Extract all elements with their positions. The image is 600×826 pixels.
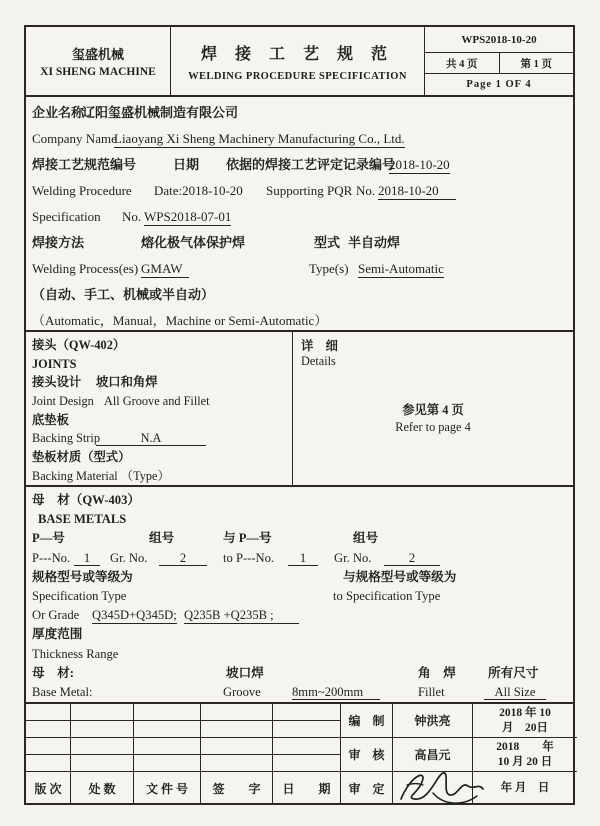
revision-empty-row	[26, 738, 341, 755]
revision-col-label: 版 次	[26, 772, 71, 805]
date-label-cn: 日期	[173, 157, 200, 172]
document-title-block	[171, 27, 425, 95]
backing-label-en: Backing Strip	[32, 431, 100, 446]
company-value-cn: 辽阳玺盛机械制造有限公司	[82, 105, 239, 120]
page-indicator-en: Page 1 OF 4	[466, 79, 532, 90]
company-label-en: Company Name	[32, 131, 117, 146]
prepared-date-line2: 月 20日	[502, 721, 548, 734]
wps-document-page	[24, 25, 575, 805]
to-p-no-label-en: to P---No.	[223, 550, 275, 565]
spec-grade-line-cn	[26, 568, 573, 587]
mode-note-line-en	[26, 308, 573, 334]
empty-cell	[273, 738, 341, 754]
backing-strip-line-en	[26, 429, 292, 448]
base-title-line-en	[26, 510, 573, 529]
joint-design-label-cn: 接头设计	[32, 375, 82, 390]
joints-title-cn-line	[26, 336, 292, 355]
approved-by-signature-cell	[393, 772, 473, 805]
reviewed-date-line2: 10 月 20 日	[497, 755, 553, 768]
process-line-cn	[26, 230, 573, 256]
thickness-label-cn: 厚度范围	[32, 627, 83, 642]
gr-no-label-en: Gr. No.	[110, 550, 148, 565]
spec-label-en: Specification	[32, 209, 101, 224]
joints-fields	[26, 332, 293, 485]
revision-empty-row	[26, 721, 341, 738]
base-title-cn: 母 材（QW-403）	[32, 493, 140, 507]
revision-header-row	[26, 772, 341, 805]
base-title-line-cn	[26, 491, 573, 510]
empty-cell	[201, 755, 273, 771]
general-info-section	[26, 97, 573, 332]
approved-date-line1: 年 月 日	[500, 782, 550, 795]
empty-cell	[201, 704, 273, 720]
prepared-date-line1: 2018 年 10	[499, 707, 551, 720]
approved-by-row	[341, 772, 577, 805]
spec-grade-line-en	[26, 587, 573, 606]
base-title-en: BASE METALS	[38, 512, 127, 527]
backing-strip-line-cn	[26, 411, 292, 430]
document-title-en: WELDING PROCEDURE SPECIFICATION	[188, 70, 407, 82]
empty-cell	[71, 721, 134, 737]
wps-number-line-en	[26, 178, 573, 204]
spec-number-line	[26, 204, 573, 230]
groove-label-cn: 坡口焊	[226, 665, 264, 680]
company-label-cn: 企业名称	[32, 105, 85, 120]
process-line-en	[26, 256, 573, 282]
p-number-line-cn	[26, 529, 573, 548]
spec-no-value: WPS2018-07-01	[144, 209, 232, 224]
spec-label-cn: 规格型号或等级为	[32, 569, 133, 584]
prepared-by-row	[341, 704, 577, 738]
backing-material-line-en	[26, 467, 292, 486]
empty-cell	[134, 704, 201, 720]
page-number: 第 1 页	[520, 58, 552, 70]
file-no-col-label: 文 件 号	[134, 772, 201, 805]
p-no-value: 1	[74, 550, 100, 567]
empty-cell	[201, 738, 273, 754]
empty-cell	[134, 721, 201, 737]
backing-value: N.A	[96, 430, 206, 446]
page-count-row	[425, 53, 573, 74]
p-no-label-cn: P—号	[32, 531, 65, 546]
refer-page-cn: 参见第 4 页	[402, 403, 464, 417]
joints-details-cell	[293, 332, 573, 485]
base-metal-label-cn: 母 材:	[32, 665, 74, 680]
reviewed-date-line1: 2018 年	[496, 741, 554, 754]
type-value-cn: 半自动焊	[348, 235, 401, 250]
procedure-label-en: Welding Procedure	[32, 183, 132, 198]
groove-label-en: Groove	[223, 684, 261, 699]
base-metal-line-cn	[26, 664, 573, 683]
reviewed-by-label: 审 核	[341, 738, 393, 771]
thickness-label-en: Thickness Range	[32, 646, 119, 661]
empty-cell	[26, 738, 71, 754]
grade-values-line	[26, 606, 573, 625]
all-size-label-cn: 所有尺寸	[488, 665, 539, 680]
mode-note-cn: （自动、手工、机械或半自动）	[32, 287, 215, 302]
base-metals-section	[26, 487, 573, 704]
empty-cell	[26, 721, 71, 737]
approved-by-label: 审 定	[341, 772, 393, 805]
empty-cell	[134, 738, 201, 754]
spec-type-en: Specification Type	[32, 588, 127, 603]
revision-empty-row	[26, 755, 341, 772]
thickness-line-cn	[26, 625, 573, 644]
reviewed-by-name: 高昌元	[393, 738, 473, 771]
company-line-cn	[26, 100, 573, 126]
process-label-en: Welding Process(es)	[32, 261, 139, 276]
grade-value-2: Q235B +Q235B ;	[184, 607, 299, 624]
joints-title-en: JOINTS	[32, 356, 77, 371]
base-metal-line-en	[26, 683, 573, 702]
fillet-label-en: Fillet	[418, 684, 445, 699]
grade-label: Or Grade	[32, 608, 80, 623]
prepared-by-name: 钟洪亮	[393, 704, 473, 737]
to-p-no-label-cn: 与 P—号	[223, 531, 272, 546]
empty-cell	[273, 704, 341, 720]
joint-design-line-cn	[26, 373, 292, 392]
to-spec-type-en: to Specification Type	[333, 588, 441, 603]
pqr-date-cn: 2018-10-20	[389, 157, 450, 172]
prepared-by-label: 编 制	[341, 704, 393, 737]
type-label-cn: 型式	[314, 235, 341, 250]
process-value-cn: 熔化极气体保护焊	[141, 235, 246, 250]
groove-range-value: 8mm~200mm	[292, 684, 380, 701]
grade-value-1: Q345D+Q345D;	[92, 608, 177, 623]
empty-cell	[273, 755, 341, 771]
signature-col-label: 签 字	[201, 772, 273, 805]
wps-no-label-cn: 焊接工艺规范编号	[32, 157, 137, 172]
revision-block	[26, 704, 341, 805]
pqr-no-label: No.	[356, 183, 376, 198]
company-name-cn: 玺盛机械	[71, 47, 124, 62]
joints-section	[26, 332, 573, 487]
mode-note-line-cn	[26, 282, 573, 308]
thickness-line-en	[26, 645, 573, 664]
approval-table	[26, 704, 573, 805]
gr-no-label-cn: 组号	[149, 531, 175, 546]
company-line-en	[26, 126, 573, 152]
empty-cell	[273, 721, 341, 737]
page-info-block	[425, 27, 573, 95]
process-label-cn: 焊接方法	[32, 235, 85, 250]
joint-design-value-cn: 坡口和角焊	[96, 375, 158, 390]
empty-cell	[26, 704, 71, 720]
backing-mat-cn: 垫板材质（型式）	[32, 450, 131, 465]
empty-cell	[134, 755, 201, 771]
joint-design-label-en: Joint Design	[32, 394, 94, 409]
backing-mat-en: Backing Material （Type）	[32, 468, 170, 483]
handwritten-signature-icon	[387, 763, 487, 811]
changes-col-label: 处 数	[71, 772, 134, 805]
gr-no2-label-en: Gr. No.	[334, 550, 372, 565]
date-col-label: 日 期	[273, 772, 341, 805]
gr-no2-value: 2	[384, 550, 440, 567]
document-title-cn: 焊 接 工 艺 规 范	[200, 45, 394, 63]
backing-material-line-cn	[26, 448, 292, 467]
p-number-line-en	[26, 549, 573, 568]
document-number: WPS2018-10-20	[425, 27, 573, 53]
refer-page-en: Refer to page 4	[395, 420, 471, 434]
fillet-size-value: All Size	[484, 684, 546, 701]
date-value-en: Date:2018-10-20	[154, 183, 243, 198]
details-label-cn: 详 细	[301, 339, 338, 353]
wps-number-line-cn	[26, 152, 573, 178]
to-spec-label-cn: 与规格型号或等级为	[343, 569, 457, 584]
supporting-pqr-label: Supporting PQR	[266, 183, 353, 198]
pqr-no-value: 2018-10-20	[378, 182, 456, 200]
to-p-no-value: 1	[288, 550, 318, 567]
company-name-en: XI SHENG MACHINE	[40, 66, 156, 78]
joint-design-line-en	[26, 392, 292, 411]
empty-cell	[201, 721, 273, 737]
joint-design-value-en: All Groove and Fillet	[104, 394, 210, 409]
empty-cell	[71, 704, 134, 720]
empty-cell	[26, 755, 71, 771]
spec-no-label: No.	[122, 209, 142, 224]
fillet-label-cn: 角 焊	[418, 665, 456, 680]
signoff-block	[341, 704, 577, 805]
empty-cell	[71, 755, 134, 771]
details-label-en: Details	[301, 354, 336, 368]
joints-title-cn: 接头（QW-402）	[32, 338, 126, 352]
pages-total: 共 4 页	[425, 53, 500, 73]
gr-no2-label-cn: 组号	[353, 531, 379, 546]
mode-note-en: （Automatic，Manual，Machine or Semi-Automatic）	[32, 313, 328, 328]
type-value-en: Semi-Automatic	[358, 261, 444, 276]
base-metal-label-en: Base Metal:	[32, 684, 93, 699]
process-value-en: GMAW	[141, 260, 189, 278]
gr-no-value: 2	[159, 550, 207, 567]
p-no-label-en: P---No.	[32, 550, 71, 565]
joints-title-en-line	[26, 355, 292, 374]
revision-empty-row	[26, 704, 341, 721]
empty-cell	[71, 738, 134, 754]
document-header	[26, 27, 573, 97]
type-label-en: Type(s)	[309, 261, 349, 276]
backing-label-cn: 底垫板	[32, 412, 69, 427]
pqr-label-cn: 依据的焊接工艺评定记录编号	[226, 157, 396, 172]
company-logo-block	[26, 27, 171, 95]
company-value-en: Liaoyang Xi Sheng Machinery Manufacturing Co., Ltd.	[114, 131, 405, 146]
